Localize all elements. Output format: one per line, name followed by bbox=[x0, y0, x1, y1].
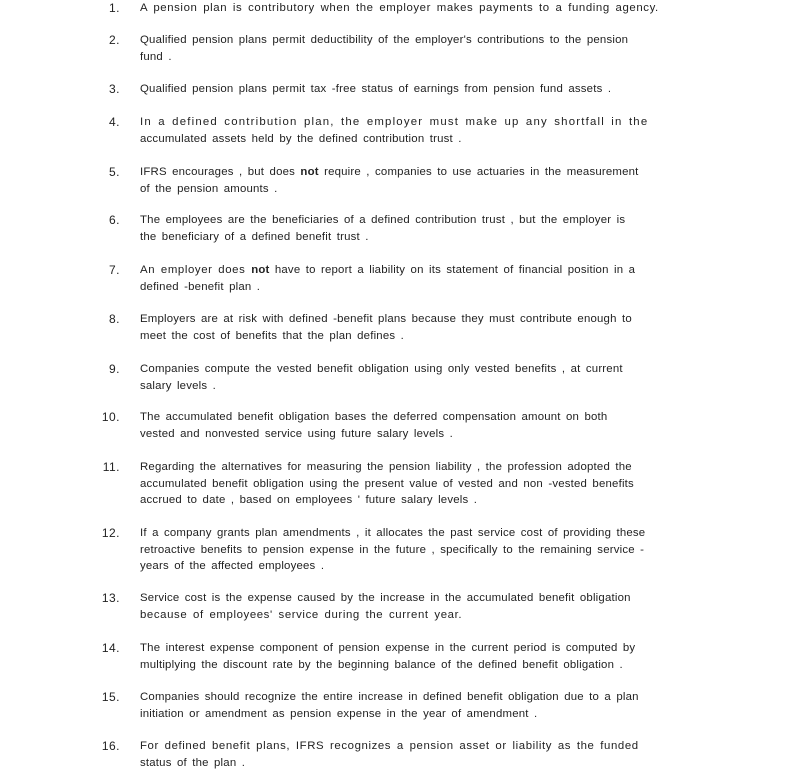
statement-text bbox=[140, 262, 718, 295]
statement-number: 4. bbox=[108, 115, 120, 129]
statement-number: 1. bbox=[108, 1, 120, 15]
statement-line: salary levels . bbox=[140, 379, 217, 392]
statement-line bbox=[140, 164, 718, 181]
statement-text bbox=[140, 81, 718, 98]
statement-line: Service cost is the expense caused by the increase in the accumulated benefit obligation bbox=[140, 592, 631, 604]
statement-fragment: IFRS encourages , but does bbox=[140, 166, 301, 178]
statement-line: of the pension amounts . bbox=[140, 182, 278, 195]
statement-text bbox=[140, 114, 718, 147]
statement-text bbox=[140, 640, 718, 673]
statement-number: 10. bbox=[101, 410, 120, 424]
statement-number: 9. bbox=[108, 362, 120, 376]
statement-line: vested and nonvested service using future salary levels . bbox=[140, 427, 453, 440]
statement-line: initiation or amendment as pension expense in the year of amendment . bbox=[140, 707, 538, 720]
statement-number: 15. bbox=[101, 690, 120, 704]
statement-text bbox=[140, 0, 718, 17]
statement-line: Qualified pension plans permit tax -free status of earnings from pension fund assets . bbox=[140, 83, 612, 95]
statement-line: accumulated assets held by the defined contribution trust . bbox=[140, 132, 462, 145]
statement-text bbox=[140, 311, 718, 344]
statement-text bbox=[140, 409, 718, 442]
statement-line: The employees are the beneficiaries of a defined contribution trust , but the employer is bbox=[140, 214, 626, 226]
statement-number: 11. bbox=[102, 460, 120, 474]
statement-number: 6. bbox=[108, 213, 120, 227]
statement-number: 7. bbox=[108, 263, 120, 277]
statement-line: Companies compute the vested benefit obligation using only vested benefits , at current bbox=[140, 363, 623, 375]
statement-line: accrued to date , based on employees ' future salary levels . bbox=[140, 494, 478, 506]
statement-line: For defined benefit plans, IFRS recognizes a pension asset or liability as the funded bbox=[140, 740, 639, 752]
statement-text bbox=[140, 32, 718, 65]
statement-line: the beneficiary of a defined benefit trust . bbox=[140, 230, 369, 243]
statement-text bbox=[140, 689, 718, 722]
statement-line: If a company grants plan amendments , it allocates the past service cost of providing these bbox=[140, 527, 646, 539]
statement-line: status of the plan . bbox=[140, 756, 246, 769]
emphasis-not: not bbox=[251, 264, 270, 276]
statement-line: because of employees' service during the current year. bbox=[140, 608, 463, 621]
statement-line: retroactive benefits to pension expense in the future , specifically to the remaining service - bbox=[140, 543, 645, 556]
statement-line: Qualified pension plans permit deductibility of the employer's contributions to the pension bbox=[140, 34, 629, 46]
statement-line: multiplying the discount rate by the beginning balance of the defined benefit obligation . bbox=[140, 658, 623, 671]
statement-line: The interest expense component of pension expense in the current period is computed by bbox=[140, 642, 636, 654]
statement-text bbox=[140, 738, 718, 771]
statement-number: 14. bbox=[101, 641, 120, 655]
statement-line: years of the affected employees . bbox=[140, 560, 325, 572]
statement-number: 8. bbox=[108, 312, 120, 326]
statement-text bbox=[140, 361, 718, 394]
statement-text bbox=[140, 525, 718, 575]
statement-number: 2. bbox=[108, 33, 120, 47]
statement-line: fund . bbox=[140, 50, 172, 63]
statement-number: 5. bbox=[108, 165, 120, 179]
statement-line: Regarding the alternatives for measuring the pension liability , the profession adopted the bbox=[140, 461, 632, 473]
statement-line: In a defined contribution plan, the employer must make up any shortfall in the bbox=[140, 116, 649, 128]
statement-line: The accumulated benefit obligation bases the deferred compensation amount on both bbox=[140, 411, 608, 423]
statement-number: 13. bbox=[101, 591, 120, 605]
statement-number: 3. bbox=[108, 82, 120, 96]
statement-line: Employers are at risk with defined -benefit plans because they must contribute enough to bbox=[140, 313, 632, 325]
statement-text bbox=[140, 590, 718, 623]
statement-fragment: require , companies to use actuaries in the measurement bbox=[318, 166, 639, 178]
statement-line: Companies should recognize the entire increase in defined benefit obligation due to a plan bbox=[140, 691, 639, 703]
statement-fragment: An employer does bbox=[140, 264, 252, 276]
statement-number: 12. bbox=[101, 526, 120, 540]
statement-fragment: have to report a liability on its statement of financial position in a bbox=[269, 264, 636, 276]
statement-text bbox=[140, 164, 718, 197]
emphasis-not: not bbox=[300, 166, 319, 178]
statement-line: A pension plan is contributory when the employer makes payments to a funding agency. bbox=[140, 2, 659, 14]
statement-text bbox=[140, 212, 718, 245]
statement-line: defined -benefit plan . bbox=[140, 280, 261, 293]
statement-number: 16. bbox=[101, 739, 120, 753]
statement-text bbox=[140, 459, 718, 509]
statement-line bbox=[140, 262, 718, 279]
statement-line: meet the cost of benefits that the plan defines . bbox=[140, 329, 404, 342]
statement-line: accumulated benefit obligation using the present value of vested and non -vested benefits bbox=[140, 477, 634, 490]
